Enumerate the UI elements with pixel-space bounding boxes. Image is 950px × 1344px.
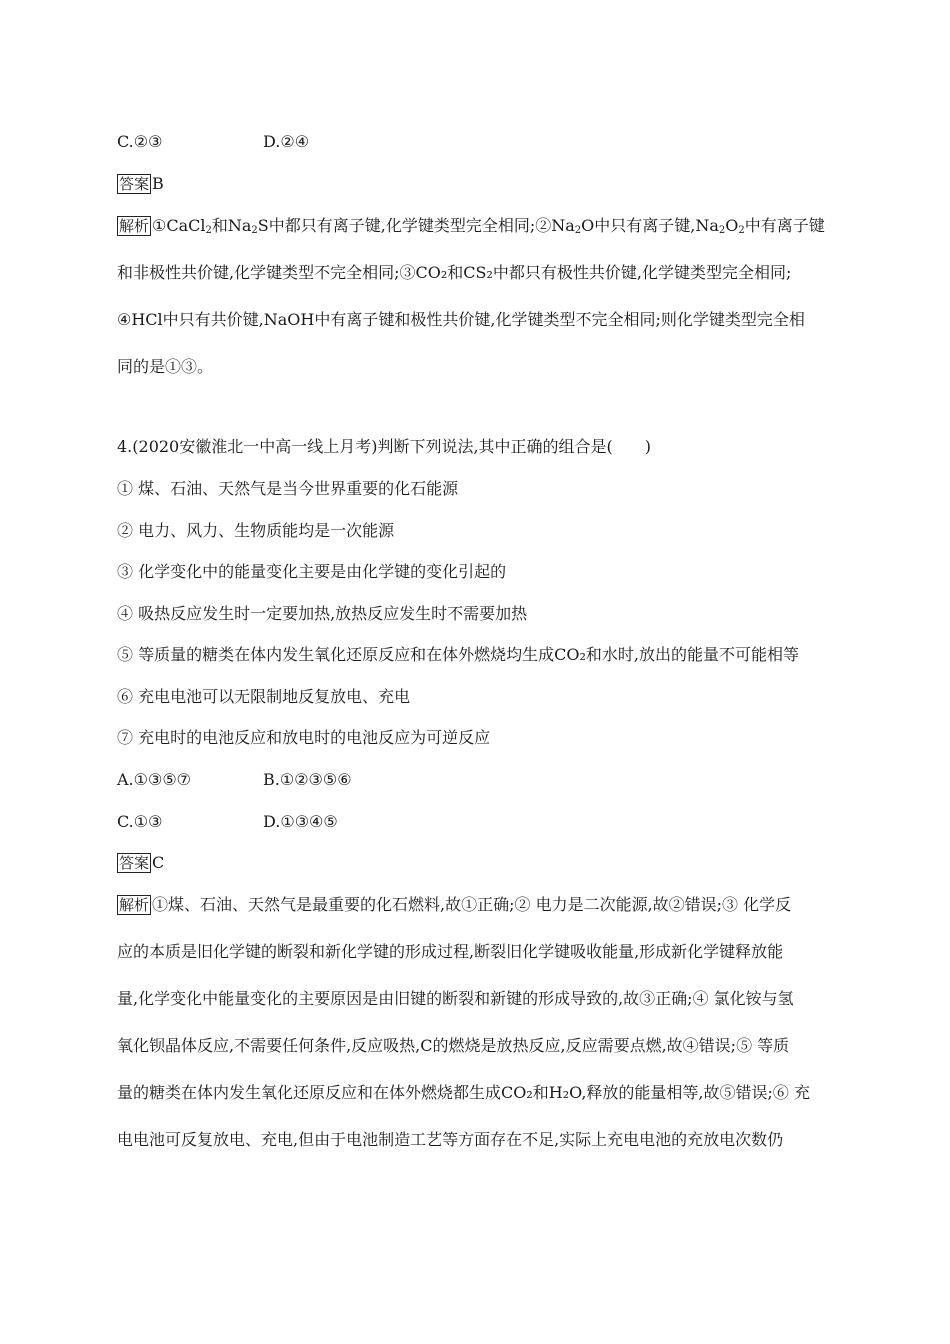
q4-analysis-line-1: 解析 ①煤、石油、天然气是最重要的化石燃料,故①正确;② 电力是二次能源,故②错误;③ 化学反 [119, 895, 792, 914]
q4-statement-6: ⑥ 充电电池可以无限制地反复放电、充电 [117, 687, 411, 706]
q4-statement-7: ⑦ 充电时的电池反应和放电时的电池反应为可逆反应 [117, 728, 491, 747]
answer-value: C [152, 853, 165, 872]
q4-analysis-line-5: 量的糖类在体内发生氧化还原反应和在体外燃烧都生成CO₂和H₂O,释放的能量相等,故⑤错误;⑥ 充 [117, 1083, 810, 1102]
q4-option-c: C.①③ [117, 812, 163, 831]
q4-option-a: A.①③⑤⑦ [117, 770, 192, 789]
q4-statement-2: ② 电力、风力、生物质能均是一次能源 [117, 521, 395, 540]
answer-value: B [152, 174, 164, 193]
q4-stem: 4.(2020安徽淮北一中高一线上月考)判断下列说法,其中正确的组合是( ) [117, 437, 652, 456]
q3-analysis-line-1: 解析 ①CaCl$_2$和$Na_2S$中都只有离子键,化学键类型完全相同$;②Na_2O$中只有离子键$,Na_2O_2$中有离子键 [119, 216, 825, 236]
q4-option-b: B.①②③⑤⑥ [263, 770, 352, 789]
answer-tag: 答案 [119, 175, 150, 193]
q4-analysis-line-6: 电电池可反复放电、充电,但由于电池制造工艺等方面存在不足,实际上充电电池的充放电次数仍 [117, 1130, 784, 1149]
q4-statement-3: ③ 化学变化中的能量变化主要是由化学键的变化引起的 [117, 562, 507, 581]
q4-analysis-line-3: 量,化学变化中能量变化的主要原因是由旧键的断裂和新键的形成导致的,故③正确;④ 氯化铵与氢 [117, 989, 794, 1008]
q3-option-d: D.②④ [263, 132, 310, 151]
q3-option-c: C.②③ [117, 132, 163, 151]
q4-analysis-line-2: 应的本质是旧化学键的断裂和新化学键的形成过程,断裂旧化学键吸收能量,形成新化学键释放能 [117, 942, 784, 961]
q4-option-d: D.①③④⑤ [263, 812, 338, 831]
q3-analysis-line-2: 和非极性共价键,化学键类型不完全相同;③CO₂和CS₂中都只有极性共价键,化学键类型完全相同; [117, 263, 792, 282]
q3-answer [117, 173, 164, 195]
q4-analysis-line-4: 氧化钡晶体反应,不需要任何条件,反应吸热,C的燃烧是放热反应,反应需要点燃,故④错误;⑤ 等质 [117, 1036, 790, 1055]
analysis-tag: 解析 [119, 896, 150, 914]
q4-statement-1: ① 煤、石油、天然气是当今世界重要的化石能源 [117, 479, 459, 498]
q4-statement-5: ⑤ 等质量的糖类在体内发生氧化还原反应和在体外燃烧均生成CO₂和水时,放出的能量不可能相等 [117, 645, 799, 664]
q3-analysis-line-3: ④HCl中只有共价键,NaOH中有离子键和极性共价键,化学键类型不完全相同;则化学键类型完全相 [117, 310, 805, 329]
q4-answer [117, 852, 164, 874]
q3-analysis-line-4: 同的是①③。 [117, 357, 214, 376]
answer-tag: 答案 [119, 854, 150, 872]
analysis-tag: 解析 [119, 217, 150, 235]
q4-statement-4: ④ 吸热反应发生时一定要加热,放热反应发生时不需要加热 [117, 604, 528, 623]
